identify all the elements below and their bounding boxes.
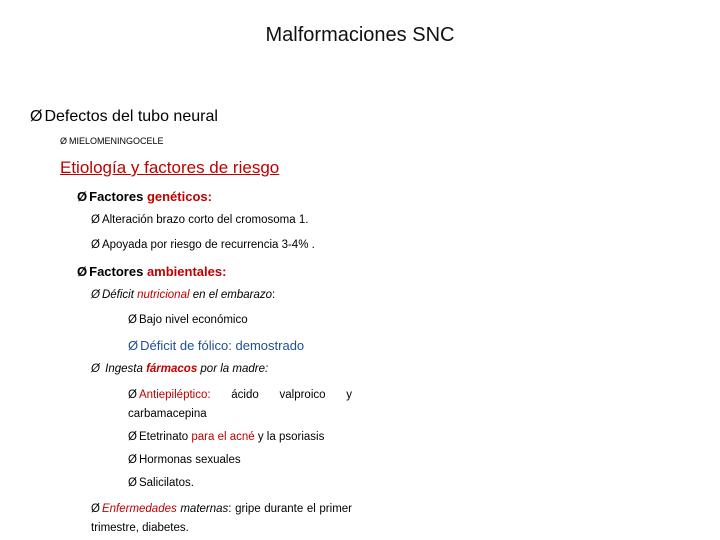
bullet-enfermedades-maternas: Ø Enfermedades maternas: gripe durante el primer trimestre, diabetes. xyxy=(91,500,352,538)
arrow-bullet-icon: Ø xyxy=(128,314,137,326)
bullet-factores-ambientales: Ø Factores ambientales: xyxy=(77,264,227,279)
arrow-bullet-icon: Ø xyxy=(60,136,68,146)
arrow-bullet-icon: Ø xyxy=(77,264,88,279)
bullet-etetrinato: Ø Etetrinato para el acné y la psoriasis xyxy=(128,431,325,443)
arrow-bullet-icon: Ø xyxy=(91,363,100,375)
bullet-hormonas: Ø Hormonas sexuales xyxy=(128,454,241,466)
arrow-bullet-icon: Ø xyxy=(128,389,137,401)
arrow-bullet-icon: Ø xyxy=(91,239,100,251)
bullet-mielomeningocele: Ø MIELOMENINGOCELE xyxy=(60,136,164,146)
bullet-antiepileptico: Ø Antiepiléptico: ácido valproico y carbamacepina xyxy=(128,386,352,424)
bullet-deficit-nutricional: Ø Déficit nutricional en el embarazo: xyxy=(91,289,276,301)
bullet-bajo-nivel: Ø Bajo nivel económico xyxy=(128,314,248,326)
bullet-alteracion: Ø Alteración brazo corto del cromosoma 1. xyxy=(91,214,309,226)
bullet-salicilatos: Ø Salicilatos. xyxy=(128,477,194,489)
arrow-bullet-icon: Ø xyxy=(77,189,88,204)
bullet-defectos: Ø Defectos del tubo neural xyxy=(30,108,218,125)
arrow-bullet-icon: Ø xyxy=(91,289,100,301)
arrow-bullet-icon: Ø xyxy=(91,214,100,226)
bullet-apoyada: Ø Apoyada por riesgo de recurrencia 3-4% . xyxy=(91,239,315,251)
bullet-deficit-folico: Ø Déficit de fólico: demostrado xyxy=(128,338,305,353)
arrow-bullet-icon: Ø xyxy=(128,454,137,466)
heading-etiologia: Etiología y factores de riesgo xyxy=(60,158,280,177)
arrow-bullet-icon: Ø xyxy=(128,431,137,443)
arrow-bullet-icon: Ø xyxy=(30,108,43,125)
bullet-factores-geneticos: Ø Factores genéticos: xyxy=(77,189,212,204)
slide-title: Malformaciones SNC xyxy=(265,24,455,46)
arrow-bullet-icon: Ø xyxy=(128,477,137,489)
bullet-ingesta-farmacos: Ø Ingesta fármacos por la madre: xyxy=(91,363,269,375)
arrow-bullet-icon: Ø xyxy=(91,503,100,515)
arrow-bullet-icon: Ø xyxy=(128,338,139,353)
